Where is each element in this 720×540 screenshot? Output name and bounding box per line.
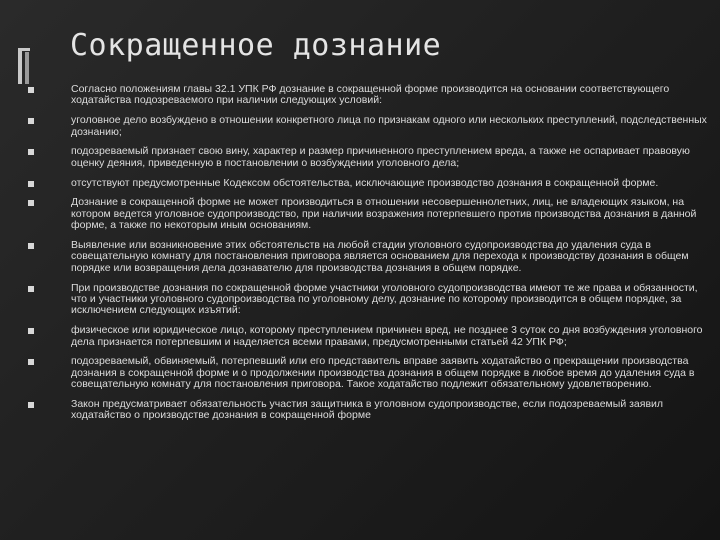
- list-item-text: Закон предусматривает обязательность участия защитника в уголовном судопроизводстве, если подозреваемый заявил ходатайство о производстве дознания в сокращенной форме: [71, 398, 664, 422]
- list-item: [28, 115, 710, 138]
- bullet-square-icon: [28, 118, 34, 124]
- list-item-text: При производстве дознания по сокращенной форме участники уголовного судопроизводства имеют те же права и обязанности, что и участники уголовного судопроизводства по уголовному делу, дознание по которому производится в общем порядке, за исключением следующих изъятий:: [71, 281, 698, 317]
- slide-title: Сокращенное дознание: [70, 28, 442, 63]
- deco-bar-3: [18, 48, 30, 51]
- decorative-bars: [18, 48, 36, 88]
- bullet-square-icon: [28, 149, 34, 155]
- bullet-square-icon: [28, 402, 34, 408]
- list-item: [28, 283, 710, 317]
- bullet-square-icon: [28, 359, 34, 365]
- bullet-square-icon: [28, 181, 34, 187]
- list-item: [28, 240, 710, 274]
- list-item: [28, 356, 710, 390]
- list-item: [28, 399, 710, 422]
- bullet-list: [28, 84, 710, 430]
- list-item: [28, 146, 710, 169]
- list-item-text: физическое или юридическое лицо, которому преступлением причинен вред, не позднее 3 суток со дня возбуждения уголовного дела признается потерпевшим и наделяется всеми правами, предусмотренными статьей 42 УПК РФ;: [71, 324, 703, 348]
- bullet-square-icon: [28, 200, 34, 206]
- list-item-text: уголовное дело возбуждено в отношении конкретного лица по признакам одного или нескольких преступлений, подследственных дознанию;: [71, 114, 707, 138]
- list-item: [28, 325, 710, 348]
- list-item: [28, 178, 710, 189]
- list-item-text: подозреваемый, обвиняемый, потерпевший или его представитель вправе заявить ходатайство о прекращении производства дознания в сокращенной форме и о продолжении производства дознания в общем порядке в любое время до удаления суда в совещательную комнату для постановления приговора. Такое ходатайство подлежит обязательному удовлетворению.: [71, 355, 695, 391]
- bullet-square-icon: [28, 328, 34, 334]
- list-item-text: Согласно положениям главы 32.1 УПК РФ дознание в сокращенной форме производится на основании соответствующего ходатайства подозреваемого при наличии следующих условий:: [71, 83, 670, 107]
- list-item-text: Дознание в сокращенной форме не может производиться в отношении несовершеннолетних, лиц, не владеющих языком, на котором ведется уголовное судопроизводство, при наличии возражения потерпевшего против производства дознания в данной форме, а также по некоторым иным основаниям.: [71, 196, 697, 232]
- list-item: [28, 197, 710, 231]
- list-item-text: подозреваемый признает свою вину, характер и размер причиненного преступлением вреда, а также не оспаривает правовую оценку деяния, приведенную в постановлении о возбуждении уголовного дела;: [71, 145, 690, 169]
- bullet-square-icon: [28, 243, 34, 249]
- bullet-square-icon: [28, 286, 34, 292]
- list-item-text: Выявление или возникновение этих обстоятельств на любой стадии уголовного судопроизводства до удаления суда в совещательную комнату для постановления приговора является основанием для перехода к производству дознания в общем порядке или возвращения дела дознавателю для производства дознания в общем порядке.: [71, 239, 689, 274]
- bullet-square-icon: [28, 87, 34, 93]
- list-item: [28, 84, 710, 107]
- deco-bar-2: [25, 52, 29, 84]
- list-item-text: отсутствуют предусмотренные Кодексом обстоятельства, исключающие производство дознания в сокращенной форме.: [71, 176, 659, 189]
- deco-bar-1: [18, 48, 22, 84]
